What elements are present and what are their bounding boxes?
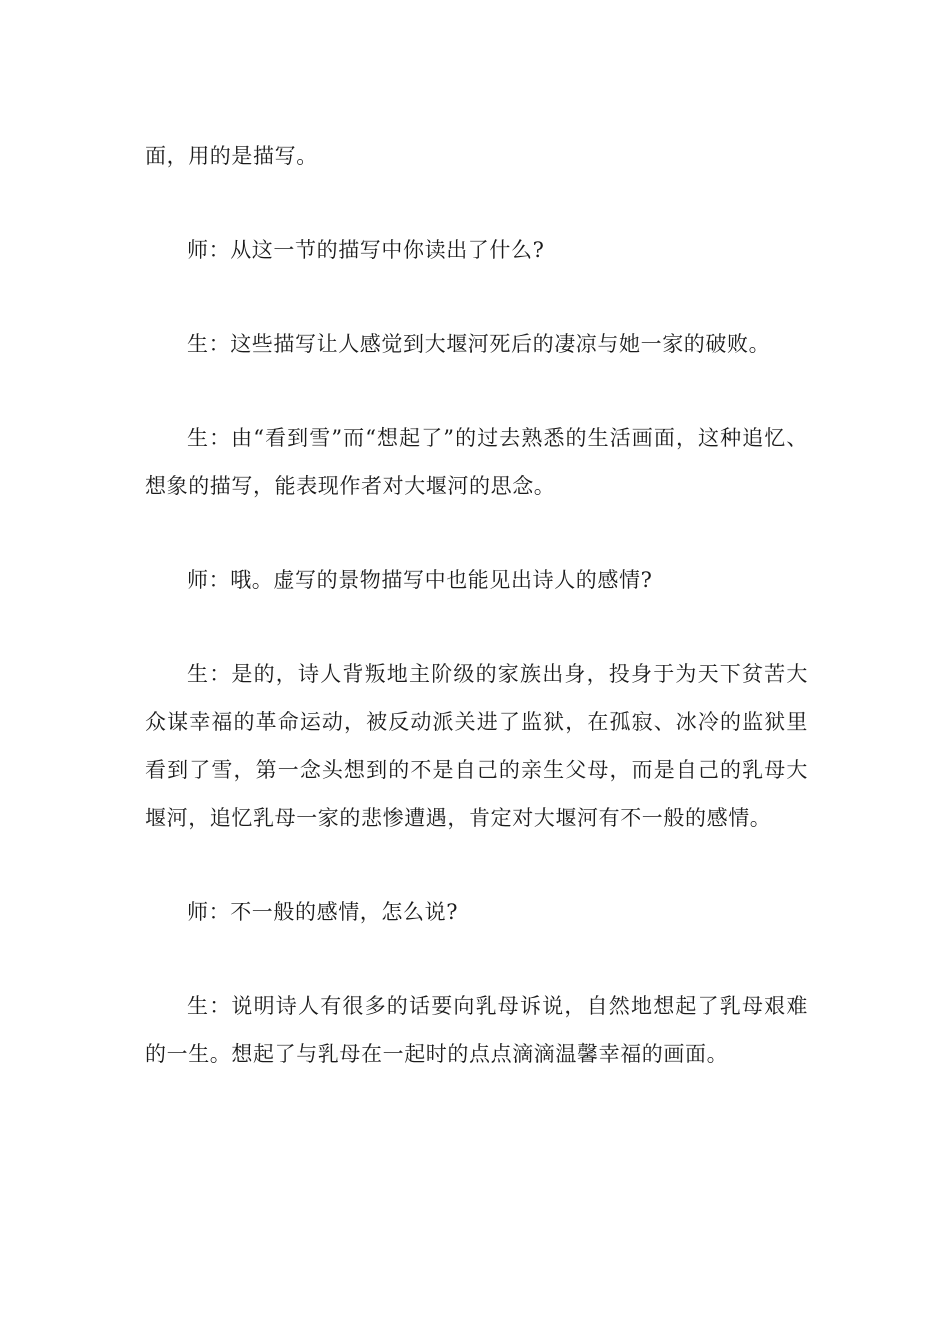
paragraph-teacher-question-2: 师：哦。虚写的景物描写中也能见出诗人的感情? xyxy=(187,568,653,592)
paragraph-teacher-question-1: 师：从这一节的描写中你读出了什么? xyxy=(187,238,545,262)
paragraph-teacher-question-3: 师：不一般的感情，怎么说? xyxy=(187,900,459,924)
paragraph-student-answer-4: 生：说明诗人有很多的话要向乳母诉说，自然地想起了乳母艰难的一生。想起了与乳母在一起时的点点滴滴温馨幸福的画面。 xyxy=(145,994,808,1066)
document-page xyxy=(145,132,808,1124)
paragraph-student-answer-1: 生：这些描写让人感觉到大堰河死后的凄凉与她一家的破败。 xyxy=(187,332,771,356)
paragraph-student-answer-3: 生：是的，诗人背叛地主阶级的家族出身，投身于为天下贫苦大众谋幸福的革命运动，被反动派关进了监狱，在孤寂、冰冷的监狱里看到了雪，第一念头想到的不是自己的亲生父母，而是自己的乳母大堰河，追忆乳母一家的悲惨遭遇，肯定对大堰河有不一般的感情。 xyxy=(145,662,808,830)
paragraph-continuation: 面，用的是描写。 xyxy=(145,144,318,168)
paragraph-student-answer-2: 生：由“看到雪”而“想起了”的过去熟悉的生活画面，这种追忆、想象的描写，能表现作者对大堰河的思念。 xyxy=(145,426,808,498)
